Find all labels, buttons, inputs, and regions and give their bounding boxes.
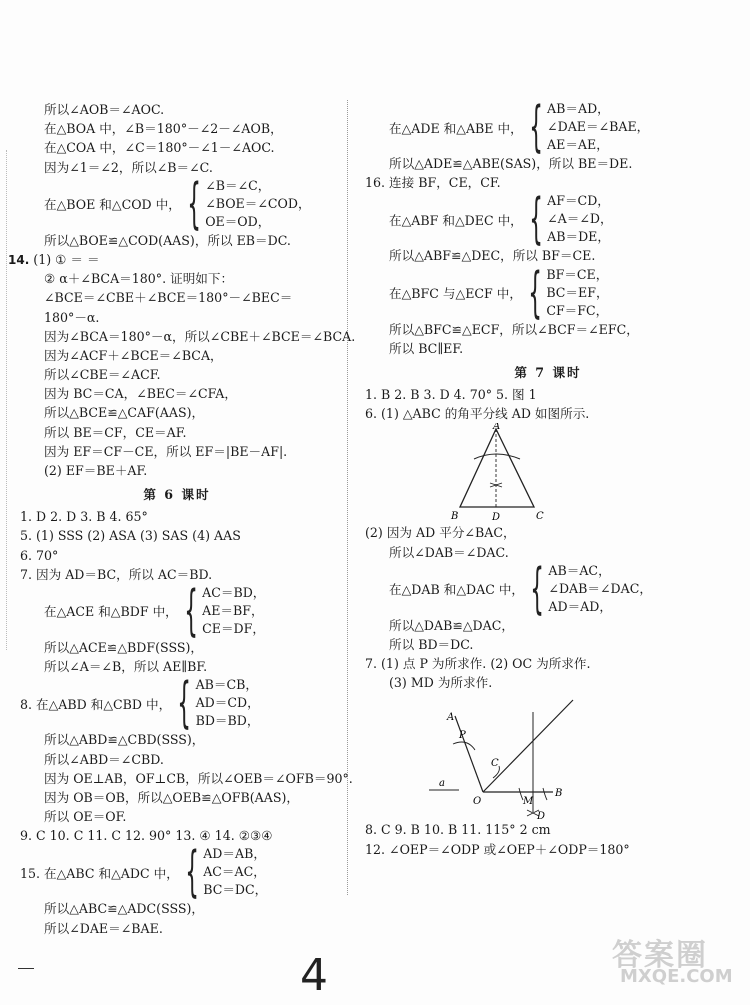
brace-symbol: {: [530, 556, 545, 620]
answer-line: 7. (1) 点 P 为所求作. (2) OC 为所求作.: [365, 656, 591, 672]
text-line: 所以△BOE≌△COD(AAS)，所以 EB＝DC.: [44, 232, 291, 248]
condition-line: CE＝DF，: [202, 620, 265, 636]
text-line: 所以 BC∥EF.: [389, 340, 464, 356]
text-line: 在△COA 中，∠C＝180°－∠1－∠AOC.: [44, 140, 275, 156]
condition-line: AC＝BD，: [202, 584, 266, 600]
condition-stack: [203, 845, 267, 899]
condition-stack: [547, 192, 612, 246]
construction-arc: [453, 742, 475, 750]
text-line: 因为 OB＝OB，所以△OEB≌△OFB(AAS)，: [44, 789, 299, 805]
right-column: [353, 95, 743, 859]
condition-line: AF＝CD，: [547, 193, 610, 209]
text-line: 所以△ABD≌△CBD(SSS)，: [44, 732, 205, 748]
point-label: B: [555, 788, 563, 800]
condition-line: ∠DAE＝∠BAE，: [547, 119, 650, 134]
vertex-label: B: [451, 511, 459, 523]
text-line: 因为∠1＝∠2，所以∠B＝∠C.: [44, 159, 213, 175]
brace-symbol: {: [528, 95, 543, 158]
question-number: 14.: [8, 252, 30, 267]
text-line: 所以△ABF≌△DEC，所以 BF＝CE.: [389, 248, 596, 264]
text-line: 所以∠ABD＝∠CBD.: [44, 751, 164, 767]
point-label: P: [459, 730, 466, 742]
condition-line: AC＝AC，: [203, 864, 266, 880]
condition-stack: [196, 676, 260, 730]
construction-arc: [543, 788, 547, 800]
answer-line: 8. C 9. B 10. B 11. 115° 2 cm: [365, 822, 551, 838]
text-line: 所以△ADE≌△ABE(SAS)，所以 BE＝DE.: [389, 156, 633, 171]
text-line: (2) EF＝BE＋AF.: [44, 463, 148, 478]
text-line: (3) MD 为所求作.: [389, 675, 493, 691]
answer-line: 16. 连接 BF，CE，CF.: [365, 175, 501, 191]
construction-arc: [474, 454, 520, 459]
condition-line: AB＝CB，: [195, 677, 259, 693]
text-line: 所以 BE＝CF，CE＝AF.: [44, 424, 187, 440]
condition-line: BC＝EF，: [546, 284, 609, 300]
condition-line: AB＝DE，: [547, 229, 610, 245]
page-number-handwritten: 4: [300, 950, 328, 1001]
text-line: 在△ACE 和△BDF 中，: [44, 604, 178, 620]
text-line: 在△DAB 和△DAC 中，: [389, 582, 525, 598]
ray-oa: [455, 716, 483, 792]
brace-symbol: {: [187, 171, 201, 235]
condition-system: [353, 260, 743, 324]
condition-stack: [202, 584, 265, 638]
condition-line: AD＝AB，: [203, 846, 266, 862]
footer-rule: [18, 968, 34, 969]
answer-line: 12. ∠OEP＝∠ODP 或∠OEP＋∠ODP＝180°: [365, 841, 630, 857]
text-line: (1) ① ＝ ＝: [33, 251, 100, 267]
point-label: C: [491, 758, 499, 770]
answer-line: 9. C 10. C 11. C 12. 90° 13. ④ 14. ②③④: [20, 828, 273, 844]
section-heading: 第 6 课时: [143, 487, 211, 503]
construction-figure: [423, 692, 643, 820]
text-line: 在△BOA 中，∠B＝180°－∠2－∠AOB，: [44, 121, 283, 137]
condition-stack: [548, 562, 652, 616]
brace-symbol: {: [528, 260, 543, 324]
condition-line: BC＝DC，: [203, 882, 268, 898]
brace-symbol: {: [529, 187, 543, 251]
triangle-bisector-figure: [448, 423, 648, 523]
text-line: 所以∠DAB＝∠DAC.: [389, 544, 509, 560]
text-line: 因为 BC＝CA，∠BEC＝∠CFA，: [44, 386, 237, 402]
text-line: 所以∠A＝∠B，所以 AE∥BF.: [44, 659, 208, 675]
condition-line: AD＝CD，: [195, 695, 260, 711]
vertex-label: A: [493, 423, 501, 433]
answer-line: 6. (1) △ABC 的角平分线 AD 如图所示.: [365, 406, 590, 422]
text-line: 所以 OE＝OF.: [44, 809, 127, 825]
text-line: 在△ADE 和△ABE 中，: [389, 120, 523, 136]
condition-line: ∠A＝∠D，: [547, 211, 613, 227]
text-line: 所以△BFC≌△ECF，所以∠BCF＝∠EFC，: [389, 321, 639, 337]
text-line: 所以∠CBE＝∠ACF.: [44, 367, 161, 383]
answer-line: 1. D 2. D 3. B 4. 65°: [20, 509, 148, 525]
watermark-logo: 答案圈: [612, 938, 708, 973]
text-line: 所以∠DAE＝∠BAE.: [44, 920, 163, 936]
condition-line: AB＝AC，: [548, 562, 611, 578]
text-line: 180°－α.: [44, 309, 100, 325]
text-line: 因为∠BCA＝180°－α，所以∠CBE＋∠BCE＝∠BCA.: [44, 328, 356, 344]
condition-system: [8, 671, 346, 735]
condition-line: OE＝OD，: [205, 213, 271, 229]
text-line: 在△ABF 和△DEC 中，: [389, 212, 523, 228]
text-line: 因为 EF＝CF－CE，所以 EF＝|BE－AF|.: [44, 443, 288, 459]
brace-symbol: {: [177, 671, 192, 735]
point-label: a: [439, 778, 445, 790]
point-label: A: [447, 712, 455, 724]
condition-system: [8, 840, 346, 904]
condition-line: CF＝FC，: [546, 302, 609, 318]
point-label: D: [537, 811, 546, 821]
section-heading: 第 7 课时: [514, 364, 582, 380]
text-line: 所以 BD＝DC.: [389, 636, 474, 652]
condition-system: [8, 171, 346, 235]
answer-line: 5. (1) SSS (2) ASA (3) SAS (4) AAS: [20, 528, 241, 544]
condition-line: AE＝BF，: [202, 602, 264, 618]
condition-line: AB＝AD，: [547, 101, 610, 116]
point-label: O: [473, 796, 482, 808]
condition-stack: [205, 177, 310, 231]
point-label: M: [523, 796, 534, 808]
answer-line: (2) 因为 AD 平分∠BAC，: [365, 525, 516, 541]
answer-line: 1. B 2. B 3. D 4. 70° 5. 图 1: [365, 386, 537, 402]
condition-line: ∠DAB＝∠DAC，: [548, 580, 652, 596]
binding-margin-dots: [6, 150, 7, 650]
text-line: 因为 OE⊥AB，OF⊥CB，所以∠OEB＝∠OFB＝90°.: [44, 770, 353, 786]
text-line: 所以△ACE≌△BDF(SSS)，: [44, 639, 203, 655]
condition-line: AE＝AE，: [547, 137, 609, 152]
condition-line: AD＝AD，: [548, 598, 612, 614]
condition-system: [353, 187, 743, 251]
text-line: 所以△DAB≌△DAC，: [389, 617, 514, 633]
text-line: 所以△BCE≌△CAF(AAS)，: [44, 405, 205, 421]
brace-symbol: {: [184, 578, 198, 642]
condition-stack: [546, 266, 608, 320]
watermark-url: MXQE.COM: [620, 966, 733, 987]
ray-oc: [483, 700, 573, 792]
condition-line: BF＝CE，: [546, 266, 609, 282]
condition-system: [8, 578, 346, 642]
condition-stack: [547, 100, 649, 154]
vertex-label: D: [492, 512, 501, 524]
condition-system: [353, 556, 743, 620]
text-line: 在△BFC 与△ECF 中，: [389, 286, 522, 302]
text-line: 所以∠AOB＝∠AOC.: [44, 102, 165, 117]
triangle-abc: [460, 429, 534, 507]
text-line: 所以△ABC≌△ADC(SSS)，: [44, 901, 205, 917]
condition-line: ∠B＝∠C，: [205, 177, 271, 193]
vertex-label: C: [536, 511, 544, 523]
text-line: 因为∠ACF＋∠BCE＝∠BCA，: [44, 347, 223, 363]
text-line: ∠BCE＝∠CBE＋∠BCE＝180°－∠BEC＝: [44, 290, 293, 306]
answer-line: 7. 因为 AD＝BC，所以 AC＝BD.: [20, 566, 213, 582]
condition-line: ∠BOE＝∠COD，: [205, 195, 311, 211]
text-line: 15. 在△ABC 和△ADC 中，: [20, 865, 179, 881]
text-line: 在△BOE 和△COD 中，: [44, 197, 181, 213]
condition-system: [353, 95, 743, 158]
answer-line: 6. 70°: [20, 547, 59, 563]
brace-symbol: {: [185, 840, 199, 904]
text-line: ② α＋∠BCA＝180°. 证明如下：: [44, 271, 234, 287]
condition-line: BD＝BD，: [195, 713, 260, 729]
left-column: [8, 100, 356, 938]
text-line: 8. 在△ABD 和△CBD 中，: [20, 696, 172, 712]
